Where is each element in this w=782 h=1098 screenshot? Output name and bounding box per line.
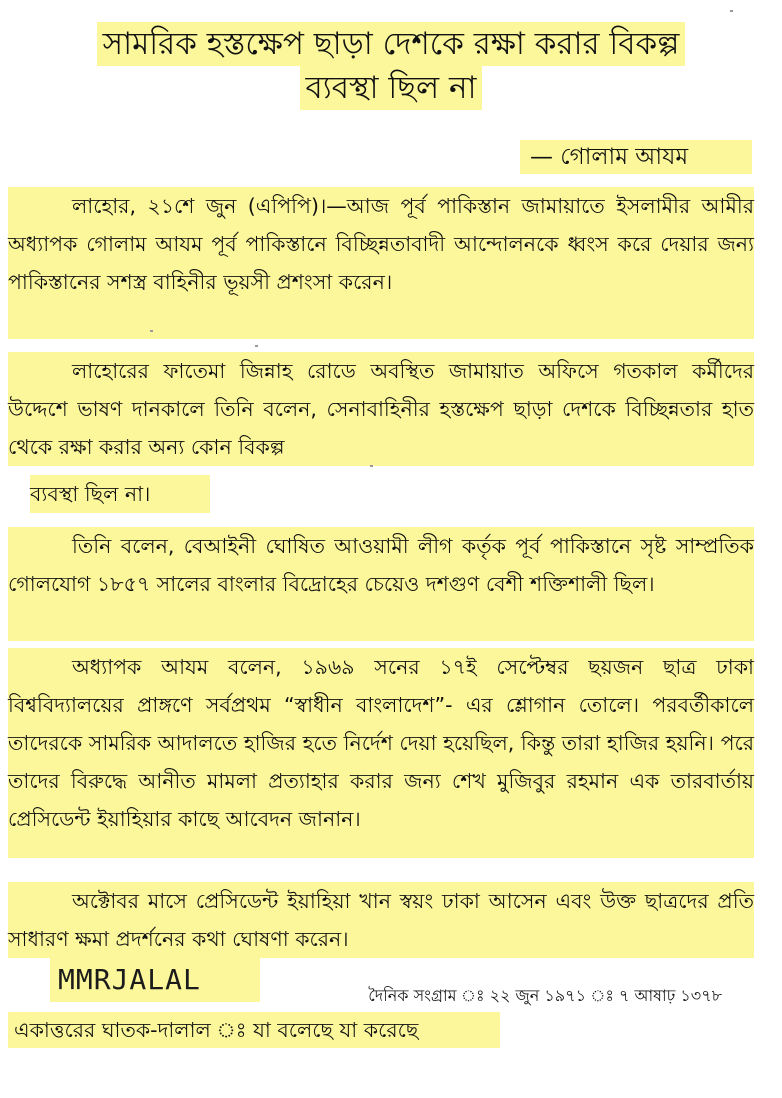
- handwritten-signature: MMRJALAL: [50, 958, 260, 1002]
- paragraph-speech-continued: ব্যবস্থা ছিল না।: [30, 475, 210, 513]
- headline-line-2: ব্যবস্থা ছিল না: [300, 66, 483, 110]
- scan-speck: [730, 10, 733, 12]
- paragraph-speech: লাহোরের ফাতেমা জিন্নাহ রোডে অবস্থিত জামায়াত অফিসে গতকাল কর্মীদের উদ্দেশে ভাষণ দানকালে তিনি বলেন, সেনাবাহিনীর হস্তক্ষেপ ছাড়া দেশকে বিচ্ছিন্নতার হাত থেকে রক্ষা করার অন্য কোন বিকল্প: [8, 352, 754, 466]
- paragraph-students: অধ্যাপক আযম বলেন, ১৯৬৯ সনের ১৭ই সেপ্টেম্বর ছয়জন ছাত্র ঢাকা বিশ্ববিদ্যালয়ের প্রাঙ্গণে সর্বপ্রথম “স্বাধীন বাংলাদেশ”- এর শ্লোগান তোলে। পরবর্তীকালে তাদেরকে সামরিক আদালতে হাজির হতে নির্দেশ দেয়া হয়েছিল, কিন্তু তারা হাজির হয়নি। পরে তাদের বিরুদ্ধে আনীত মামলা প্রত্যাহার করার জন্য শেখ মুজিবুর রহমান এক তারবার্তায় প্রেসিডেন্ট ইয়াহিয়ার কাছে আবেদন জানান।: [8, 648, 754, 858]
- paragraph-dateline: লাহোর, ২১শে জুন (এপিপি)।—আজ পূর্ব পাকিস্তান জামায়াতে ইসলামীর আমীর অধ্যাপক গোলাম আযম পূর্ব পাকিস্তানে বিচ্ছিন্নতাবাদী আন্দোলনকে ধ্বংস করে দেয়ার জন্য পাকিস্তানের সশস্ত্র বাহিনীর ভূয়সী প্রশংসা করেন।: [8, 187, 754, 339]
- paragraph-awami-league: তিনি বলেন, বেআইনী ঘোষিত আওয়ামী লীগ কর্তৃক পূর্ব পাকিস্তানে সৃষ্ট সাম্প্রতিক গোলযোগ ১৮৫৭ সালের বাংলার বিদ্রোহের চেয়েও দশগুণ বেশী শক্তিশালী ছিল।: [8, 527, 754, 641]
- scan-speck: [370, 465, 373, 467]
- author-byline: — গোলাম আযম: [520, 140, 752, 174]
- book-title-footer: একাত্তরের ঘাতক-দালাল ঃ যা বলেছে যা করেছে: [8, 1012, 500, 1048]
- paragraph-october: অক্টোবর মাসে প্রেসিডেন্ট ইয়াহিয়া খান স্বয়ং ঢাকা আসেন এবং উক্ত ছাত্রদের প্রতি সাধারণ ক্ষমা প্রদর্শনের কথা ঘোষণা করেন।: [8, 882, 754, 958]
- headline: [20, 22, 762, 110]
- scan-speck: [255, 345, 258, 347]
- source-citation: দৈনিক সংগ্রাম ঃ ২২ জুন ১৯৭১ ঃ ৭ আষাঢ় ১৩৭৮: [368, 986, 722, 1005]
- scan-speck: [150, 330, 153, 332]
- headline-line-1: সামরিক হস্তক্ষেপ ছাড়া দেশকে রক্ষা করার বিকল্প: [97, 22, 686, 66]
